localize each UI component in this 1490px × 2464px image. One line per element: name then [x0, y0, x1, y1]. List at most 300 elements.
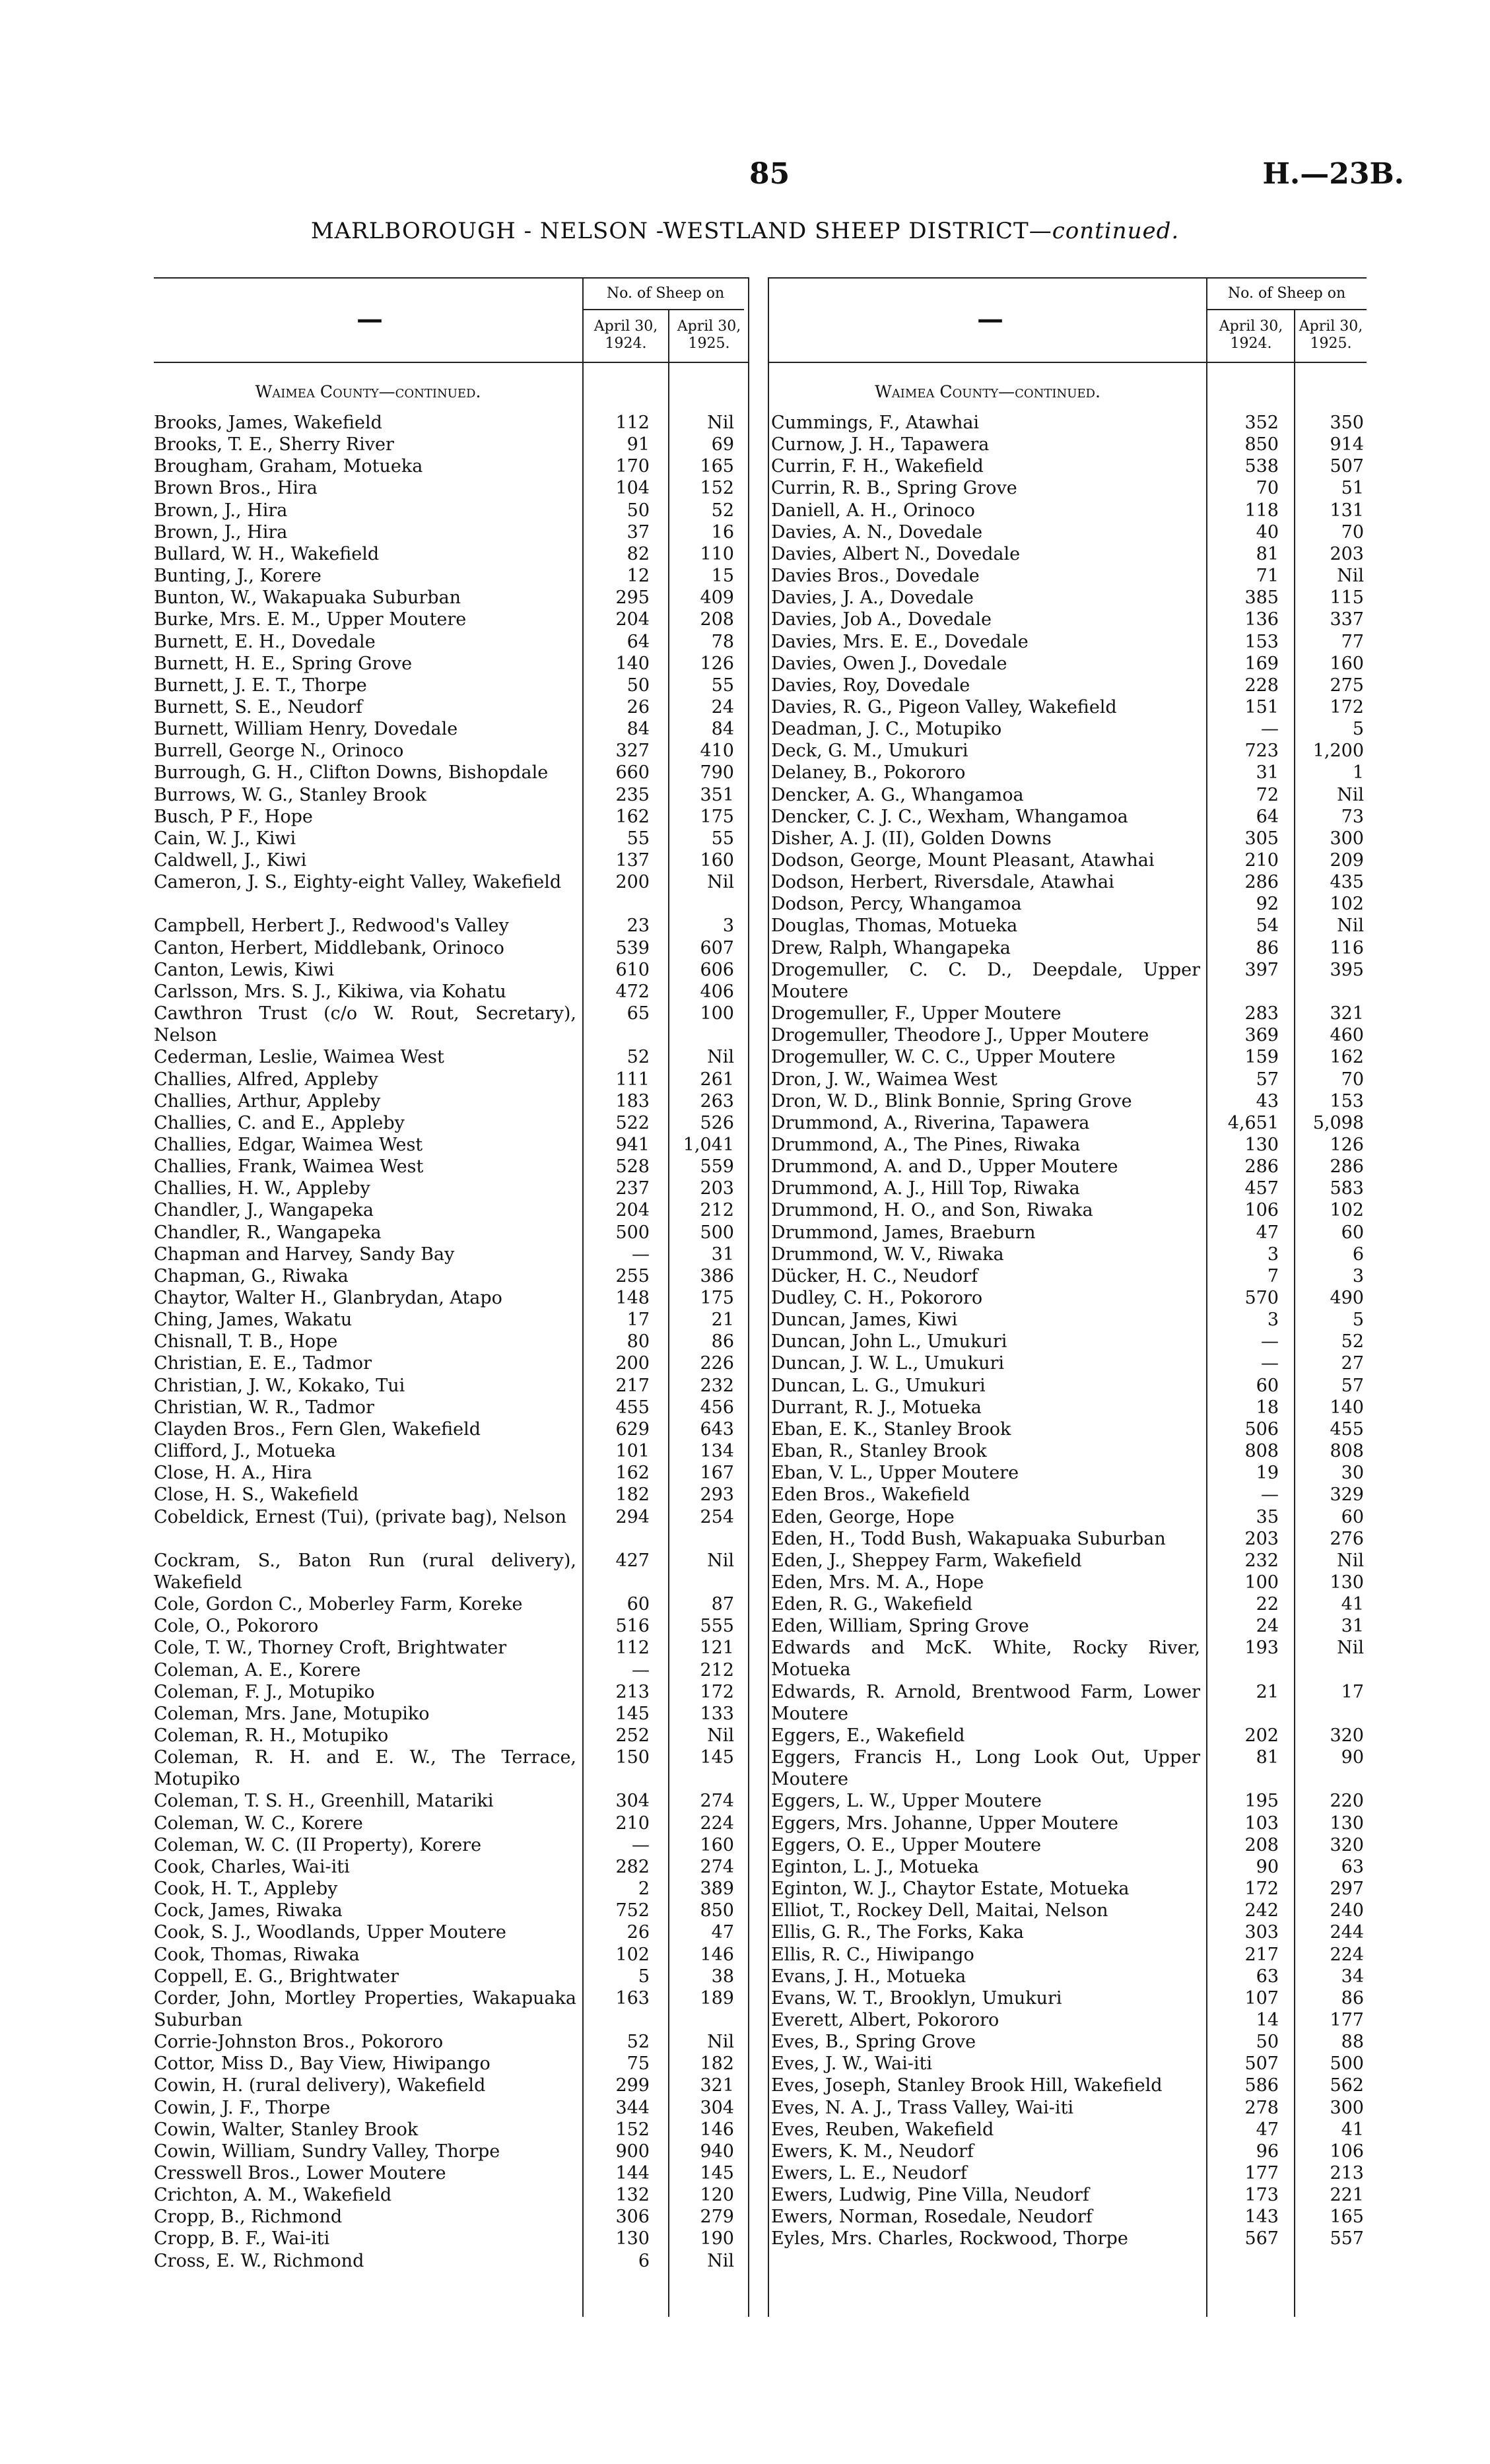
- owner-name: Christian, E. E., Tadmor: [154, 1353, 372, 1374]
- sheep-1925: 145: [700, 2163, 734, 2183]
- table-row: [771, 1265, 1367, 1287]
- sheep-1925: 190: [700, 2228, 734, 2249]
- table-row: [771, 849, 1367, 871]
- sheep-1924: 159: [1244, 1047, 1279, 1068]
- table-row: [771, 2009, 1367, 2031]
- owner-name: Cook, Thomas, Riwaka: [154, 1944, 360, 1965]
- sheep-1925: 52: [711, 500, 734, 521]
- table-row: [771, 434, 1367, 455]
- sheep-1924: 84: [626, 719, 650, 740]
- sheep-1925: 152: [700, 478, 734, 499]
- sheep-1924: 91: [626, 434, 650, 455]
- sheep-1925: 213: [1330, 2163, 1364, 2183]
- sheep-1925: Nil: [707, 1725, 734, 1746]
- sheep-1925: 526: [700, 1112, 734, 1133]
- sheep-1925: 320: [1330, 1834, 1364, 1855]
- table-row: [154, 609, 748, 630]
- sheep-1924: 7: [1267, 1265, 1279, 1286]
- owner-name: Chapman, G., Riwaka: [154, 1265, 349, 1286]
- sheep-1925: 110: [700, 543, 734, 564]
- owner-name: Cock, James, Riwaka: [154, 1900, 343, 1921]
- table-row: [771, 2075, 1367, 2096]
- owner-name: Burrell, George N., Orinoco: [154, 741, 404, 762]
- sheep-1925: 27: [1341, 1353, 1364, 1374]
- sheep-1925: 244: [1330, 1922, 1364, 1943]
- sheep-1924: 369: [1244, 1025, 1279, 1046]
- table-row: [154, 1790, 748, 1812]
- table-row: [154, 2031, 748, 2053]
- sheep-1925: 21: [711, 1310, 734, 1331]
- sheep-1924: 195: [1244, 1791, 1279, 1812]
- owner-name: Coleman, W. C., Korere: [154, 1813, 363, 1834]
- sheep-1925: 321: [700, 2075, 734, 2096]
- sheep-1925: 914: [1330, 434, 1364, 455]
- table-row: [154, 1003, 748, 1046]
- sheep-1925: 160: [1330, 653, 1364, 674]
- table-row: [771, 1615, 1367, 1637]
- left-header-col1: April 30, 1924.: [593, 318, 658, 352]
- sheep-1924: 255: [615, 1265, 650, 1286]
- owner-name: Challies, Arthur, Appleby: [154, 1090, 381, 1112]
- table-row: [154, 1352, 748, 1374]
- owner-name: Drummond, W. V., Riwaka: [771, 1244, 1004, 1265]
- sheep-1924: 586: [1244, 2075, 1279, 2096]
- sheep-1924: 118: [1244, 500, 1279, 521]
- sheep-1925: 77: [1341, 631, 1364, 652]
- owner-name: Drogemuller, Theodore J., Upper Moutere: [771, 1025, 1149, 1046]
- sheep-1924: 81: [1256, 543, 1279, 564]
- table-row: [771, 696, 1367, 718]
- sheep-1925: 106: [1330, 2141, 1364, 2162]
- sheep-1925: 583: [1330, 1178, 1364, 1199]
- sheep-1925: 350: [1330, 413, 1364, 433]
- sheep-1925: 175: [700, 806, 734, 827]
- sheep-1924: 82: [626, 543, 650, 564]
- owner-name: Cawthron Trust (c/o W. Rout, Secretary), Nelson: [154, 1003, 576, 1046]
- table-row: [154, 1090, 748, 1112]
- owner-name: Burnett, S. E., Neudorf: [154, 696, 362, 717]
- sheep-1925: 455: [1330, 1418, 1364, 1440]
- owner-name: Eggers, L. W., Upper Moutere: [771, 1791, 1042, 1812]
- sheep-1925: 162: [1330, 1047, 1364, 1068]
- sheep-1924: 723: [1244, 741, 1279, 762]
- sheep-1925: 1: [1352, 762, 1364, 783]
- sheep-1925: 208: [700, 609, 734, 630]
- owner-name: Eggers, Mrs. Johanne, Upper Moutere: [771, 1813, 1119, 1834]
- owner-name: Curnow, J. H., Tapawera: [771, 434, 990, 455]
- sheep-1925: 38: [711, 1966, 734, 1987]
- owner-name: Challies, Edgar, Waimea West: [154, 1134, 423, 1155]
- table-row: [771, 959, 1367, 1003]
- owner-name: Eden, R. G., Wakefield: [771, 1594, 973, 1615]
- table-row: [771, 2031, 1367, 2053]
- table-row: [154, 806, 748, 828]
- table-row: [771, 1462, 1367, 1484]
- table-row: [771, 1309, 1367, 1331]
- sheep-1925: Nil: [1337, 784, 1364, 805]
- table-row: [771, 1528, 1367, 1550]
- sheep-1924: 752: [615, 1900, 650, 1921]
- owner-name: Disher, A. J. (II), Golden Downs: [771, 828, 1052, 849]
- sheep-1924: 144: [615, 2163, 650, 2183]
- table-row: [771, 2119, 1367, 2141]
- sheep-1924: 137: [615, 850, 650, 871]
- table-row: [771, 1156, 1367, 1178]
- sheep-1925: 329: [1330, 1484, 1364, 1506]
- sheep-1924: 3: [1267, 1310, 1279, 1331]
- sheep-1924: 72: [1256, 784, 1279, 805]
- table-row: [154, 2141, 748, 2162]
- sheep-1924: 193: [1244, 1638, 1279, 1659]
- sheep-1925: 115: [1330, 587, 1364, 609]
- table-row: [154, 1921, 748, 1943]
- sheep-1925: 321: [1330, 1003, 1364, 1024]
- sheep-1925: 41: [1341, 2119, 1364, 2140]
- sheep-1924: 242: [1244, 1900, 1279, 1921]
- sheep-1924: 303: [1244, 1922, 1279, 1943]
- table-row: [154, 1046, 748, 1068]
- table-row: [771, 1637, 1367, 1681]
- sheep-1925: 300: [1330, 828, 1364, 849]
- sheep-1924: 252: [615, 1725, 650, 1746]
- sheep-1925: 337: [1330, 609, 1364, 630]
- sheep-1925: 57: [1341, 1375, 1364, 1396]
- sheep-1924: 507: [1244, 2053, 1279, 2075]
- owner-name: Davies Bros., Dovedale: [771, 566, 980, 587]
- table-row: [154, 565, 748, 587]
- owner-name: Challies, Frank, Waimea West: [154, 1156, 424, 1178]
- owner-name: Challies, C. and E., Appleby: [154, 1112, 405, 1133]
- owner-name: Cowin, Walter, Stanley Brook: [154, 2119, 419, 2140]
- sheep-1925: 395: [1330, 959, 1364, 980]
- sheep-1924: 217: [1244, 1944, 1279, 1965]
- sheep-1924: 52: [626, 2032, 650, 2053]
- table-row: [154, 1222, 748, 1244]
- sheep-1924: 506: [1244, 1418, 1279, 1440]
- table-row: [154, 1659, 748, 1681]
- sheep-1925: 31: [1341, 1616, 1364, 1637]
- owner-name: Eden, George, Hope: [771, 1506, 955, 1527]
- sheep-1924: 22: [1256, 1594, 1279, 1615]
- table-row: [154, 1615, 748, 1637]
- table-row: [771, 1506, 1367, 1528]
- owner-name: Duncan, L. G., Umukuri: [771, 1375, 986, 1396]
- table-row: [154, 2250, 748, 2272]
- page-number: 85: [749, 157, 790, 191]
- table-row: [771, 565, 1367, 587]
- sheep-1924: 941: [615, 1134, 650, 1155]
- sheep-1925: 87: [711, 1594, 734, 1615]
- table-row: [771, 1112, 1367, 1134]
- owner-name: Cook, S. J., Woodlands, Upper Moutere: [154, 1922, 506, 1943]
- sheep-1925: 606: [700, 959, 734, 980]
- table-row: [154, 981, 748, 1003]
- owner-name: Brooks, T. E., Sherry River: [154, 434, 394, 455]
- table-row: [771, 1397, 1367, 1418]
- owner-name: Christian, W. R., Tadmor: [154, 1397, 374, 1418]
- table-row: [154, 1265, 748, 1287]
- sheep-1925: Nil: [707, 413, 734, 433]
- sheep-1925: 410: [700, 741, 734, 762]
- sheep-1925: 120: [700, 2185, 734, 2206]
- owner-name: Coleman, R. H. and E. W., The Terrace, Motupiko: [154, 1747, 576, 1790]
- table-row: [771, 1331, 1367, 1352]
- owner-name: Dodson, George, Mount Pleasant, Atawhai: [771, 850, 1155, 871]
- owner-name: Davies, Owen J., Dovedale: [771, 653, 1007, 674]
- sheep-1925: 153: [1330, 1090, 1364, 1112]
- owner-name: Chandler, R., Wangapeka: [154, 1222, 382, 1243]
- table-row: [154, 1725, 748, 1747]
- table-row: [771, 1134, 1367, 1156]
- table-row: [771, 784, 1367, 806]
- sheep-1924: 2: [638, 1879, 650, 1900]
- owner-name: Elliot, T., Rockey Dell, Maitai, Nelson: [771, 1900, 1108, 1921]
- sheep-1925: 60: [1341, 1222, 1364, 1243]
- sheep-1925: Nil: [1337, 566, 1364, 587]
- owner-name: Deadman, J. C., Motupiko: [771, 719, 1002, 740]
- sheep-1924: 47: [1256, 1222, 1279, 1243]
- sheep-1924: —: [632, 1244, 650, 1265]
- sheep-1925: 5,098: [1312, 1112, 1364, 1133]
- table-row: [154, 828, 748, 849]
- sheep-1924: 610: [615, 959, 650, 980]
- sheep-1925: Nil: [1337, 1550, 1364, 1571]
- sheep-1924: 162: [615, 1463, 650, 1484]
- table-row: [771, 1244, 1367, 1265]
- sheep-1924: 629: [615, 1418, 650, 1440]
- table-row: [771, 937, 1367, 959]
- table-row: [154, 543, 748, 565]
- table-row: [771, 543, 1367, 565]
- sheep-1925: 224: [700, 1813, 734, 1834]
- sheep-1924: 295: [615, 587, 650, 609]
- sheep-1925: 90: [1341, 1747, 1364, 1768]
- sheep-1924: 210: [1244, 850, 1279, 871]
- group-rule-right: [1206, 309, 1367, 310]
- owner-name: Eves, N. A. J., Trass Valley, Wai-iti: [771, 2097, 1074, 2118]
- table-row: [154, 1878, 748, 1900]
- table-row: [154, 849, 748, 871]
- title-suffix: —continued.: [1029, 218, 1180, 244]
- table-row: [771, 1813, 1367, 1834]
- table-row: [154, 2162, 748, 2184]
- table-row: [771, 1069, 1367, 1090]
- table-row: [154, 1069, 748, 1090]
- sheep-1924: 210: [615, 1813, 650, 1834]
- table-row: [771, 2053, 1367, 2075]
- owner-name: Canton, Herbert, Middlebank, Orinoco: [154, 937, 504, 958]
- sheep-1925: 209: [1330, 850, 1364, 871]
- table-row: [154, 762, 748, 783]
- sheep-1925: 293: [700, 1484, 734, 1506]
- header-rule-left: [154, 362, 748, 363]
- table-row: [154, 1462, 748, 1484]
- sheep-1924: 103: [1244, 1813, 1279, 1834]
- sheep-1924: 26: [626, 696, 650, 717]
- sheep-1924: 200: [615, 872, 650, 893]
- table-row: [771, 2184, 1367, 2206]
- sheep-1924: 6: [638, 2250, 650, 2271]
- sheep-1924: 286: [1244, 1156, 1279, 1178]
- sheep-1925: 320: [1330, 1725, 1364, 1746]
- owner-name: Coleman, T. S. H., Greenhill, Matariki: [154, 1791, 494, 1812]
- sheep-1924: 522: [615, 1112, 650, 1133]
- owner-name: Drogemuller, C. C. D., Deepdale, Upper Moutere: [771, 959, 1200, 1002]
- sheep-1924: 217: [615, 1375, 650, 1396]
- owner-name: Everett, Albert, Pokororo: [771, 2009, 999, 2030]
- sheep-1924: 96: [1256, 2141, 1279, 2162]
- owner-name: Cole, T. W., Thorney Croft, Brightwater: [154, 1638, 507, 1659]
- sheep-1924: 130: [615, 2228, 650, 2249]
- owner-name: Drummond, H. O., and Son, Riwaka: [771, 1200, 1093, 1221]
- sheep-1925: 261: [700, 1069, 734, 1090]
- sheep-1924: 107: [1244, 1987, 1279, 2009]
- sheep-1924: 63: [1256, 1966, 1279, 1987]
- owner-name: Cottor, Miss D., Bay View, Hiwipango: [154, 2053, 491, 2075]
- owner-name: Drummond, A. and D., Upper Moutere: [771, 1156, 1118, 1178]
- table-row: [771, 2228, 1367, 2249]
- sheep-1924: 5: [638, 1966, 650, 1987]
- sheep-1924: 40: [1256, 521, 1279, 543]
- sheep-1925: 175: [700, 1288, 734, 1308]
- table-row: [771, 455, 1367, 477]
- owner-name: Edwards, R. Arnold, Brentwood Farm, Lower Moutere: [771, 1681, 1200, 1724]
- sheep-1924: 50: [626, 675, 650, 696]
- sheep-1925: 389: [700, 1879, 734, 1900]
- table-row: [771, 2206, 1367, 2228]
- sheep-1925: 435: [1330, 872, 1364, 893]
- sheep-1925: Nil: [707, 872, 734, 893]
- sheep-1924: 111: [615, 1069, 650, 1090]
- table-row: [154, 2053, 748, 2075]
- sheep-1924: 4,651: [1227, 1112, 1279, 1133]
- right-header-col2: April 30, 1925.: [1299, 318, 1363, 352]
- sheep-1924: 71: [1256, 566, 1279, 587]
- left-header-dash: —: [356, 304, 383, 335]
- left-county-subheading: Waimea County—continued.: [255, 382, 481, 401]
- sheep-1925: 126: [1330, 1134, 1364, 1155]
- owner-name: Drummond, James, Braeburn: [771, 1222, 1036, 1243]
- sheep-1925: 177: [1330, 2009, 1364, 2030]
- table-row: [154, 959, 748, 981]
- owner-name: Daniell, A. H., Orinoco: [771, 500, 975, 521]
- table-row: [771, 1003, 1367, 1024]
- owner-name: Canton, Lewis, Kiwi: [154, 959, 335, 980]
- owner-name: Eves, Reuben, Wakefield: [771, 2119, 994, 2140]
- sheep-1924: 60: [626, 1594, 650, 1615]
- sheep-1925: 165: [1330, 2207, 1364, 2228]
- owner-name: Coleman, R. H., Motupiko: [154, 1725, 389, 1746]
- sheep-1925: 130: [1330, 1572, 1364, 1593]
- table-row: [154, 1747, 748, 1790]
- table-row: [771, 1593, 1367, 1615]
- sheep-1925: 52: [1341, 1331, 1364, 1352]
- sheep-1925: Nil: [1337, 916, 1364, 937]
- owner-name: Davies, A. N., Dovedale: [771, 521, 983, 543]
- sheep-1924: 70: [1256, 478, 1279, 499]
- table-row: [154, 1703, 748, 1725]
- sheep-1924: 660: [615, 762, 650, 783]
- owner-name: Currin, R. B., Spring Grove: [771, 478, 1017, 499]
- owner-name: Durrant, R. J., Motueka: [771, 1397, 982, 1418]
- table-row: [154, 2119, 748, 2141]
- table-row: [771, 718, 1367, 740]
- table-row: [771, 2097, 1367, 2119]
- owner-name: Coleman, W. C. (II Property), Korere: [154, 1834, 482, 1855]
- owner-name: Campbell, Herbert J., Redwood's Valley: [154, 916, 509, 937]
- sheep-1924: 80: [626, 1331, 650, 1352]
- sheep-1924: 75: [626, 2053, 650, 2075]
- owner-name: Cross, E. W., Richmond: [154, 2250, 364, 2271]
- sheep-1925: 172: [700, 1681, 734, 1702]
- sheep-1924: 81: [1256, 1747, 1279, 1768]
- sheep-1924: 152: [615, 2119, 650, 2140]
- owner-name: Dron, W. D., Blink Bonnie, Spring Grove: [771, 1090, 1132, 1112]
- sheep-1924: 19: [1256, 1463, 1279, 1484]
- table-row: [771, 587, 1367, 609]
- table-row: [771, 828, 1367, 849]
- sheep-1924: 539: [615, 937, 650, 958]
- owner-name: Chandler, J., Wangapeka: [154, 1200, 374, 1221]
- sheep-1925: 456: [700, 1397, 734, 1418]
- owner-name: Ewers, K. M., Neudorf: [771, 2141, 974, 2162]
- owner-name: Duncan, J. W. L., Umukuri: [771, 1353, 1005, 1374]
- owner-name: Eden Bros., Wakefield: [771, 1484, 970, 1506]
- sheep-1925: 643: [700, 1418, 734, 1440]
- owner-name: Challies, Alfred, Appleby: [154, 1069, 378, 1090]
- table-row: [154, 1834, 748, 1856]
- owner-name: Carlsson, Mrs. S. J., Kikiwa, via Kohatu: [154, 981, 506, 1002]
- sheep-1925: 557: [1330, 2228, 1364, 2249]
- sheep-1924: 148: [615, 1288, 650, 1308]
- owner-name: Burrough, G. H., Clifton Downs, Bishopdale: [154, 762, 549, 783]
- table-row: [154, 1681, 748, 1703]
- table-row: [154, 675, 748, 696]
- owner-name: Cropp, B. F., Wai-iti: [154, 2228, 330, 2249]
- sheep-1925: 940: [700, 2141, 734, 2162]
- table-row: [154, 718, 748, 740]
- sheep-1925: 88: [1341, 2032, 1364, 2053]
- table-row: [771, 609, 1367, 630]
- table-row: [771, 1944, 1367, 1966]
- sheep-1924: 278: [1244, 2097, 1279, 2118]
- sheep-1924: 177: [1244, 2163, 1279, 2183]
- table-row: [771, 806, 1367, 828]
- owner-name: Coleman, Mrs. Jane, Motupiko: [154, 1703, 430, 1724]
- table-row: [154, 455, 748, 477]
- owner-name: Cummings, F., Atawhai: [771, 413, 980, 433]
- title-text: MARLBOROUGH - NELSON -WESTLAND SHEEP DISTRICT: [310, 218, 1029, 244]
- sheep-1924: 31: [1256, 762, 1279, 783]
- sheep-1924: 100: [1244, 1572, 1279, 1593]
- table-row: [154, 477, 748, 499]
- table-row: [154, 740, 748, 762]
- sheep-1925: 220: [1330, 1791, 1364, 1812]
- sheep-1925: 86: [1341, 1987, 1364, 2009]
- sheep-1924: —: [632, 1834, 650, 1855]
- sheep-1925: 555: [700, 1616, 734, 1637]
- table-row: [771, 871, 1367, 893]
- table-row: [154, 1484, 748, 1506]
- owner-name: Delaney, B., Pokororo: [771, 762, 966, 783]
- sheep-1924: 457: [1244, 1178, 1279, 1199]
- owner-name: Eves, Joseph, Stanley Brook Hill, Wakefield: [771, 2075, 1163, 2096]
- sheep-1924: 150: [615, 1747, 650, 1768]
- sheep-1925: 607: [700, 937, 734, 958]
- sheep-1925: 70: [1341, 1069, 1364, 1090]
- table-row: [771, 1418, 1367, 1440]
- owner-name: Cain, W. J., Kiwi: [154, 828, 296, 849]
